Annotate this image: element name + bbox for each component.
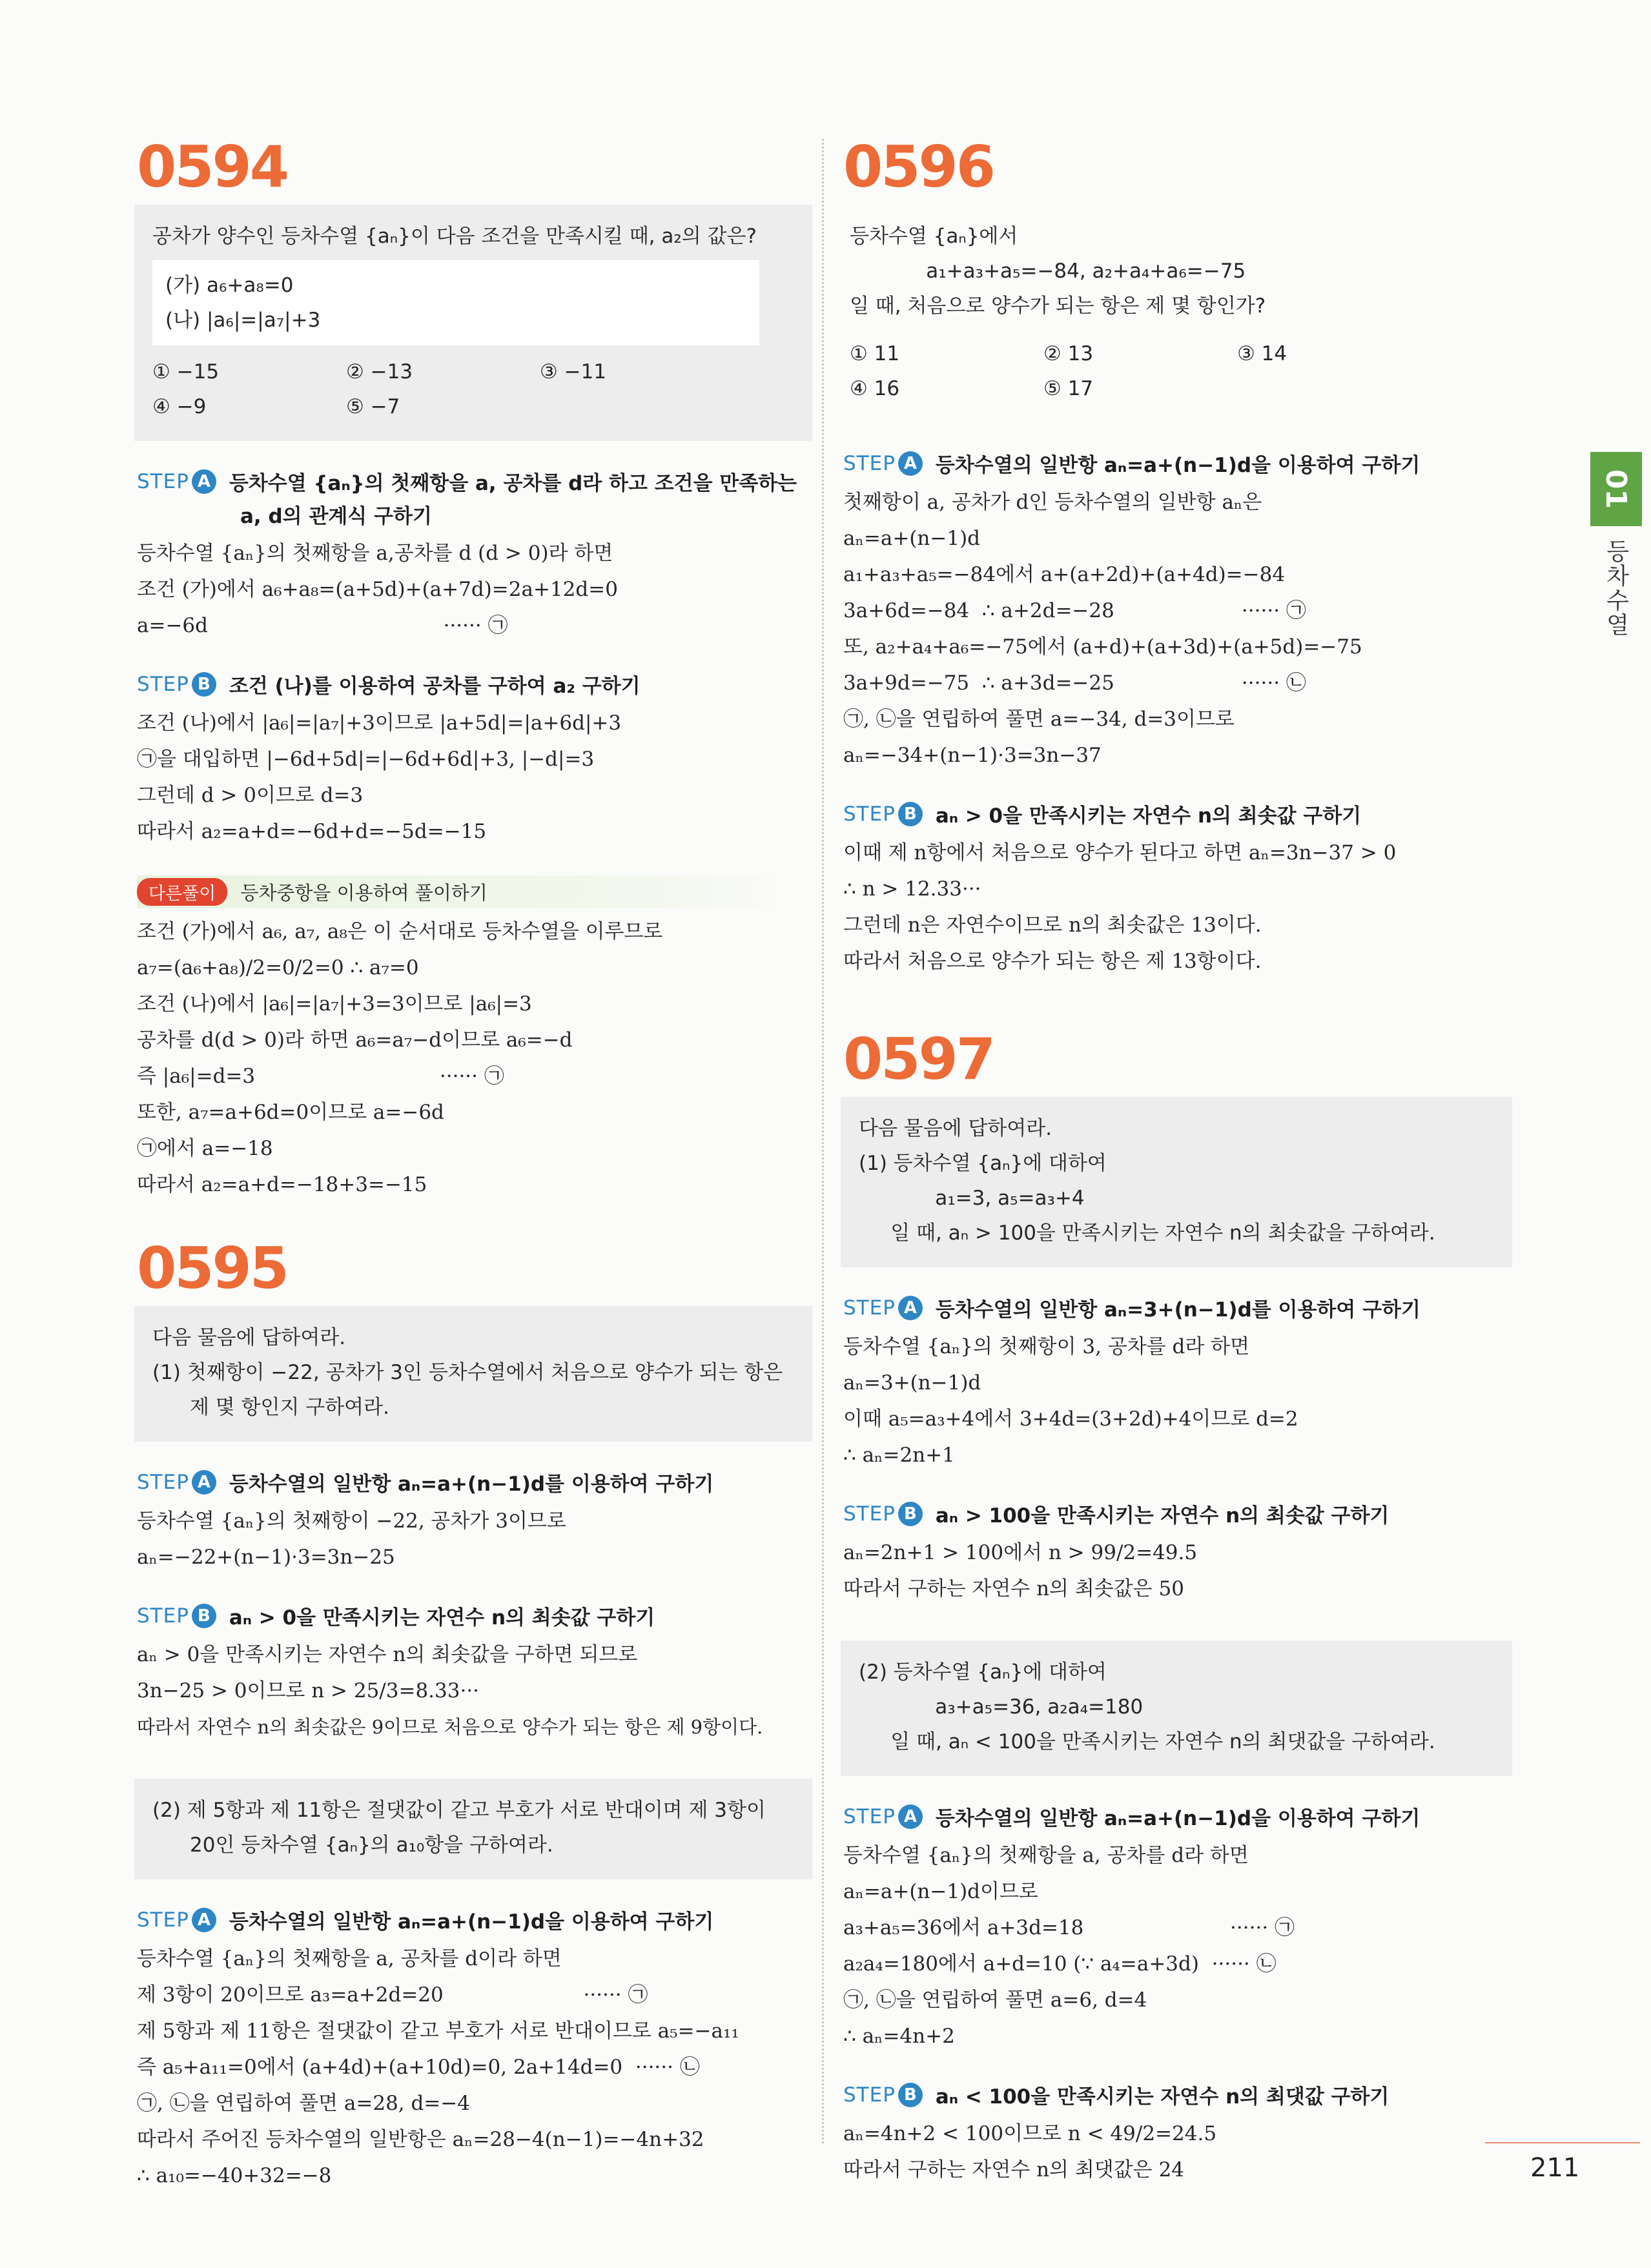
- solution-line: aₙ=−22+(n−1)·3=3n−25: [137, 1546, 395, 1569]
- step-letter-badge: A: [192, 469, 216, 494]
- solution-line: 따라서 구하는 자연수 n의 최솟값은 50: [843, 1577, 1184, 1600]
- solution-line: aₙ=a+(n−1)d: [843, 527, 981, 550]
- solution-line: ㉠, ㉡을 연립하여 풀면 a=−34, d=3이므로: [843, 708, 1235, 731]
- step-title: aₙ > 100을 만족시키는 자연수 n의 최솟값 구하기: [935, 1504, 1390, 1527]
- solution-line: 3n−25 > 0이므로 n > 25/3=8.33···: [137, 1679, 480, 1702]
- step-a-header: [843, 1293, 1512, 1322]
- solution-line: ㉠에서 a=−18: [137, 1137, 273, 1160]
- question-part-1: (1) 첫째항이 −22, 공차가 3인 등차수열에서 처음으로 양수가 되는 항은: [152, 1361, 783, 1384]
- chapter-tab: [1590, 452, 1642, 526]
- step-letter-badge: B: [898, 2083, 923, 2107]
- step-a-header: [137, 1467, 812, 1497]
- choice: ① −15: [152, 360, 220, 383]
- solution-line: 즉 |a₆|=d=3 ······ ㉠: [137, 1065, 504, 1088]
- solution-line: 등차수열 {aₙ}의 첫째항을 a, 공차를 d이라 하면: [137, 1947, 562, 1970]
- step-letter-badge: A: [192, 1470, 216, 1495]
- problem-number: 0596: [843, 134, 994, 200]
- solution-line: ∴ aₙ=2n+1: [843, 1444, 955, 1467]
- choice: ⑤ 17: [1043, 377, 1094, 400]
- step-title: 조건 (나)를 이용하여 공차를 구하여 a₂ 구하기: [229, 675, 641, 698]
- solution-line: 3a+6d=−84 ∴ a+2d=−28 ······ ㉠: [843, 599, 1306, 622]
- step-b-header: [137, 1601, 812, 1630]
- choices: [850, 336, 1494, 406]
- question-box: [841, 1097, 1512, 1267]
- solution-line: 그런데 n은 자연수이므로 n의 최솟값은 13이다.: [843, 914, 1262, 937]
- solution-line: 조건 (나)에서 |a₆|=|a₇|+3이므로 |a+5d|=|a+6d|+3: [137, 711, 622, 735]
- step-a-header: [137, 467, 812, 529]
- choice: ① 11: [850, 342, 900, 365]
- solution-line: a=−6d ······ ㉠: [137, 614, 508, 637]
- step-label: STEP: [137, 1470, 189, 1494]
- page-number: 211: [1530, 2153, 1580, 2183]
- step-label: STEP: [843, 2083, 896, 2107]
- choice: ② 13: [1043, 342, 1094, 365]
- question-part-2: (2) 제 5항과 제 11항은 절댓값이 같고 부호가 서로 반대이며 제 3항이: [152, 1799, 766, 1822]
- step-title: 등차수열의 일반항 aₙ=3+(n−1)d를 이용하여 구하기: [935, 1298, 1420, 1322]
- condition: (가) a₆+a₈=0: [165, 274, 294, 297]
- alternative-solution-header: [137, 875, 783, 908]
- step-letter-badge: A: [898, 451, 923, 476]
- step-title: 등차수열 {aₙ}의 첫째항을 a, 공차를 d라 하고 조건을 만족하는: [229, 472, 797, 495]
- step-title: aₙ > 0을 만족시키는 자연수 n의 최솟값 구하기: [935, 804, 1362, 828]
- solution-line: ㉠, ㉡을 연립하여 풀면 a=28, d=−4: [137, 2092, 471, 2115]
- step-title-cont: a, d의 관계식 구하기: [240, 505, 432, 528]
- step-label: STEP: [843, 1296, 896, 1320]
- question-box: [134, 1306, 812, 1442]
- solution-line: a₁+a₃+a₅=−84에서 a+(a+2d)+(a+4d)=−84: [843, 563, 1286, 586]
- step-letter-badge: B: [898, 802, 923, 826]
- solution-line: ∴ a₁₀=−40+32=−8: [137, 2164, 332, 2187]
- left-column: [134, 134, 812, 2194]
- solution-line: 첫째항이 a, 공차가 d인 등차수열의 일반항 aₙ은: [843, 491, 1262, 514]
- solution-line: 등차수열 {aₙ}의 첫째항이 3, 공차를 d라 하면: [843, 1335, 1250, 1358]
- step-letter-badge: A: [898, 1804, 923, 1829]
- problem-number: 0594: [137, 134, 287, 200]
- page-number-rule: [1485, 2142, 1640, 2143]
- solution-line: aₙ=4n+2 < 100이므로 n < 49/2=24.5: [843, 2122, 1217, 2145]
- solution-line: 따라서 주어진 등차수열의 일반항은 aₙ=28−4(n−1)=−4n+32: [137, 2128, 704, 2151]
- column-divider: [822, 139, 824, 2143]
- step-letter-badge: B: [192, 672, 216, 697]
- solution-line: 등차수열 {aₙ}의 첫째항을 a, 공차를 d라 하면: [843, 1844, 1249, 1867]
- question-box: [841, 205, 1512, 423]
- choice: ③ 14: [1237, 342, 1287, 365]
- problem-0596: [841, 134, 1512, 979]
- step-letter-badge: B: [898, 1502, 923, 1526]
- problem-0594: [134, 134, 812, 1203]
- step-label: STEP: [137, 1908, 189, 1932]
- solution-line: 따라서 a₂=a+d=−18+3=−15: [137, 1173, 427, 1196]
- solution-line: ㉠을 대입하면 |−6d+5d|=|−6d+6d|+3, |−d|=3: [137, 748, 595, 771]
- question-line: (1) 등차수열 {aₙ}에 대하여: [859, 1152, 1107, 1175]
- condition: (나) |a₆|=|a₇|+3: [165, 309, 321, 332]
- step-b-header: [843, 799, 1512, 828]
- problem-0597: [841, 1026, 1512, 2188]
- solution-line: 제 5항과 제 11항은 절댓값이 같고 부호가 서로 반대이므로 a₅=−a₁₁: [137, 2019, 739, 2043]
- solution-line: ㉠, ㉡을 연립하여 풀면 a=6, d=4: [843, 1988, 1147, 2012]
- step-a-header: [137, 1905, 812, 1934]
- conditions-box: [152, 260, 759, 345]
- question-part-2-cont: 20인 등차수열 {aₙ}의 a₁₀항을 구하여라.: [190, 1834, 553, 1857]
- solution-line: aₙ=3+(n−1)d: [843, 1371, 981, 1395]
- question-line: 다음 물음에 답하여라.: [859, 1117, 1052, 1140]
- solution-line: ∴ aₙ=4n+2: [843, 2025, 955, 2048]
- step-label: STEP: [843, 1502, 896, 1526]
- step-title: 등차수열의 일반항 aₙ=a+(n−1)d을 이용하여 구하기: [935, 1807, 1420, 1830]
- question-text: 공차가 양수인 등차수열 {aₙ}이 다음 조건을 만족시킬 때, a₂의 값은?: [152, 225, 757, 248]
- question-box-part-2: [134, 1779, 812, 1879]
- choice: ④ 16: [850, 377, 900, 400]
- solution-line: a₇=(a₆+a₈)/2=0/2=0 ∴ a₇=0: [137, 956, 419, 979]
- solution-line: 이때 a₅=a₃+4에서 3+4d=(3+2d)+4이므로 d=2: [843, 1407, 1298, 1431]
- solution-line: 또한, a₇=a+6d=0이므로 a=−6d: [137, 1101, 444, 1124]
- step-label: STEP: [137, 672, 189, 696]
- step-label: STEP: [843, 802, 896, 826]
- step-title: aₙ > 0을 만족시키는 자연수 n의 최솟값 구하기: [229, 1606, 655, 1629]
- solution-line: aₙ > 0을 만족시키는 자연수 n의 최솟값을 구하면 되므로: [137, 1643, 638, 1666]
- question-line: 등차수열 {aₙ}에서: [850, 225, 1018, 248]
- choice: ③ −11: [540, 360, 607, 383]
- question-intro: 다음 물음에 답하여라.: [152, 1326, 346, 1349]
- solution-line: aₙ=2n+1 > 100에서 n > 99/2=49.5: [843, 1541, 1198, 1564]
- solution-line: 조건 (가)에서 a₆, a₇, a₈은 이 순서대로 등차수열을 이루므로: [137, 920, 663, 943]
- problem-number: 0595: [137, 1235, 287, 1302]
- step-letter-badge: B: [192, 1604, 216, 1628]
- question-line: (2) 등차수열 {aₙ}에 대하여: [859, 1660, 1107, 1684]
- problem-number: 0597: [843, 1026, 994, 1092]
- solution-line: 등차수열 {aₙ}의 첫째항을 a,공차를 d (d > 0)라 하면: [137, 542, 613, 565]
- solution-line: a₂a₄=180에서 a+d=10 (∵ a₄=a+3d) ······ ㉡: [843, 1952, 1277, 1976]
- step-label: STEP: [137, 1604, 189, 1628]
- solution-line: aₙ=a+(n−1)d이므로: [843, 1880, 1038, 1903]
- step-title: 등차수열의 일반항 aₙ=a+(n−1)d을 이용하여 구하기: [935, 454, 1420, 477]
- step-b-header: [843, 1499, 1512, 1528]
- question-line: a₁=3, a₅=a₃+4: [859, 1187, 1085, 1210]
- solution-line: 등차수열 {aₙ}의 첫째항이 −22, 공차가 3이므로: [137, 1509, 566, 1533]
- solution-line: 그런데 d > 0이므로 d=3: [137, 784, 364, 807]
- choice: ④ −9: [152, 395, 207, 418]
- step-b-header: [137, 669, 812, 699]
- solution-line: 따라서 a₂=a+d=−6d+d=−5d=−15: [137, 820, 487, 843]
- solution-line: 즉 a₅+a₁₁=0에서 (a+4d)+(a+10d)=0, 2a+14d=0 ······ ㉡: [137, 2056, 700, 2079]
- solution-line: 따라서 구하는 자연수 n의 최댓값은 24: [843, 2158, 1184, 2181]
- step-label: STEP: [843, 1804, 896, 1828]
- step-label: STEP: [137, 469, 189, 493]
- question-line: 일 때, 처음으로 양수가 되는 항은 제 몇 항인가?: [850, 294, 1266, 318]
- chapter-number: 01: [1599, 469, 1633, 509]
- step-title: 등차수열의 일반항 aₙ=a+(n−1)d을 이용하여 구하기: [229, 1910, 714, 1934]
- solution-line: 조건 (가)에서 a₆+a₈=(a+5d)+(a+7d)=2a+12d=0: [137, 578, 618, 601]
- solution-line: 제 3항이 20이므로 a₃=a+2d=20 ······ ㉠: [137, 1983, 648, 2007]
- step-letter-badge: A: [898, 1296, 923, 1320]
- solution-line: a₃+a₅=36에서 a+3d=18 ······ ㉠: [843, 1916, 1295, 1939]
- question-line: 일 때, aₙ < 100을 만족시키는 자연수 n의 최댓값을 구하여라.: [859, 1730, 1435, 1753]
- solution-line: 또, a₂+a₄+a₆=−75에서 (a+d)+(a+3d)+(a+5d)=−75: [843, 635, 1362, 659]
- question-part-1-cont: 제 몇 항인지 구하여라.: [190, 1396, 389, 1419]
- step-a-header: [843, 449, 1512, 478]
- solution-line: 조건 (나)에서 |a₆|=|a₇|+3=3이므로 |a₆|=3: [137, 992, 532, 1016]
- choice: ⑤ −7: [346, 395, 400, 418]
- problem-0595: [134, 1235, 812, 2194]
- alt-title: 등차중항을 이용하여 풀이하기: [240, 882, 487, 904]
- solution-line: aₙ=−34+(n−1)·3=3n−37: [843, 744, 1102, 767]
- chapter-label: 등차수열: [1603, 539, 1629, 637]
- step-letter-badge: A: [192, 1908, 216, 1932]
- choices: [152, 354, 794, 424]
- right-column: [841, 134, 1512, 2188]
- step-a-header: [843, 1802, 1512, 1831]
- step-b-header: [843, 2080, 1512, 2109]
- question-box-part-2: [841, 1640, 1512, 1776]
- alt-tag: 다른풀이: [137, 878, 227, 906]
- question-line: a₃+a₅=36, a₂a₄=180: [859, 1695, 1143, 1719]
- solution-line: ∴ n > 12.33···: [843, 877, 981, 901]
- step-title: aₙ < 100을 만족시키는 자연수 n의 최댓값 구하기: [935, 2085, 1390, 2109]
- question-line: 일 때, aₙ > 100을 만족시키는 자연수 n의 최솟값을 구하여라.: [859, 1221, 1435, 1245]
- question-box: [134, 205, 812, 441]
- solution-line: 3a+9d=−75 ∴ a+3d=−25 ······ ㉡: [843, 671, 1306, 695]
- step-title: 등차수열의 일반항 aₙ=a+(n−1)d를 이용하여 구하기: [229, 1473, 714, 1496]
- solution-line: 따라서 처음으로 양수가 되는 항은 제 13항이다.: [843, 950, 1262, 973]
- step-label: STEP: [843, 451, 896, 475]
- question-line: a₁+a₃+a₅=−84, a₂+a₄+a₆=−75: [850, 260, 1246, 283]
- solution-line: 따라서 자연수 n의 최솟값은 9이므로 처음으로 양수가 되는 항은 제 9항이다.: [137, 1716, 763, 1738]
- choice: ② −13: [346, 360, 413, 383]
- solution-line: 공차를 d(d > 0)라 하면 a₆=a₇−d이므로 a₆=−d: [137, 1028, 573, 1052]
- solution-line: 이때 제 n항에서 처음으로 양수가 된다고 하면 aₙ=3n−37 > 0: [843, 841, 1397, 864]
